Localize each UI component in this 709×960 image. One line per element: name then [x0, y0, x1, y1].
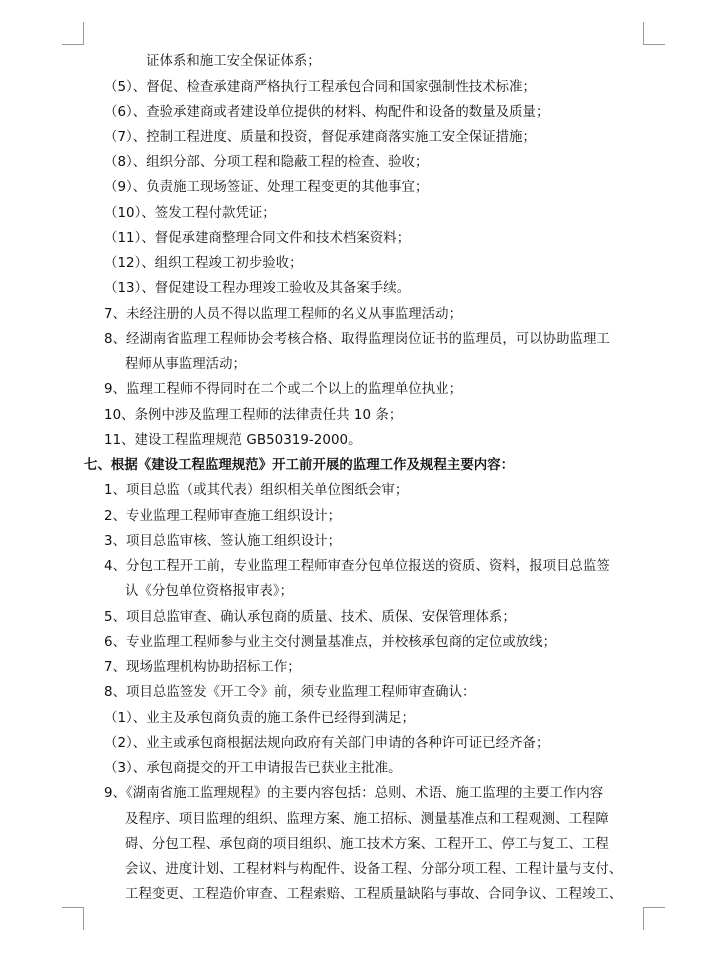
text-line: （11）、督促承建商整理合同文件和技术档案资料； — [104, 231, 411, 246]
crop-mark-top-right-h — [643, 44, 665, 45]
text-line: 程师从事监理活动； — [125, 357, 246, 372]
crop-mark-top-left-h — [62, 44, 84, 45]
text-line: （10）、签发工程付款凭证； — [104, 206, 276, 221]
text-line: 7、现场监理机构协助招标工作； — [104, 660, 301, 675]
text-line: 1、项目总监（或其代表）组织相关单位图纸会审； — [104, 483, 409, 498]
text-line: 会议、进度计划、工程材料与构配件、设备工程、分部分项工程、工程计量与支付、 — [125, 862, 623, 877]
text-line: （5）、督促、检查承建商严格执行工程承包合同和国家强制性技术标准； — [104, 80, 536, 95]
text-line: 4、分包工程开工前，专业监理工程师审查分包单位报送的资质、资料，报项目总监签 — [104, 559, 610, 574]
text-line: 及程序、项目监理的组织、监理方案、施工招标、测量基准点和工程观测、工程障 — [125, 812, 609, 827]
text-line: 9、监理工程师不得同时在二个或二个以上的监理单位执业； — [104, 382, 463, 397]
text-line: （6）、查验承建商或者建设单位提供的材料、构配件和设备的数量及质量； — [104, 105, 550, 120]
crop-mark-bottom-right-h — [643, 907, 665, 908]
text-line: 认《分包单位资格报审表》； — [125, 584, 294, 599]
text-line: 5、项目总监审查、确认承包商的质量、技术、质保、安保管理体系； — [104, 610, 516, 625]
text-line: 6、专业监理工程师参与业主交付测量基准点，并校核承包商的定位或放线； — [104, 635, 557, 650]
crop-mark-bottom-right-v — [643, 907, 644, 930]
text-line: （9）、负责施工现场签证、处理工程变更的其他事宜； — [104, 180, 429, 195]
text-line: 8、项目总监签发《开工令》前，须专业监理工程师审查确认： — [104, 685, 476, 700]
text-line: 7、未经注册的人员不得以监理工程师的名义从事监理活动； — [104, 307, 463, 322]
section-heading: 七、根据《建设工程监理规范》开工前开展的监理工作及规程主要内容： — [84, 458, 515, 473]
crop-mark-bottom-left-h — [62, 907, 84, 908]
crop-mark-bottom-left-v — [83, 907, 84, 930]
text-line: 2、专业监理工程师审查施工组织设计； — [104, 509, 342, 524]
text-line: （8）、组织分部、分项工程和隐蔽工程的检查、验收； — [104, 155, 429, 170]
crop-mark-top-right-v — [643, 22, 644, 45]
text-line: （3）、承包商提交的开工申请报告已获业主批准。 — [104, 761, 402, 776]
text-line: （12）、组织工程竣工初步验收； — [104, 256, 303, 271]
text-line: 碍、分包工程、承包商的项目组织、施工技术方案、工程开工、停工与复工、工程 — [125, 837, 609, 852]
text-line: 工程变更、工程造价审查、工程索赔、工程质量缺陷与事故、合同争议、工程竣工、 — [125, 887, 623, 902]
text-line: 8、经湖南省监理工程师协会考核合格、取得监理岗位证书的监理员，可以协助监理工 — [104, 332, 610, 347]
text-line: （13）、督促建设工程办理竣工验收及其备案手续。 — [104, 281, 411, 296]
text-line: 9、《湖南省施工监理规程》的主要内容包括：总则、术语、施工监理的主要工作内容 — [104, 786, 604, 801]
crop-mark-top-left-v — [83, 22, 84, 45]
text-line: 10、条例中涉及监理工程师的法律责任共 10 条； — [104, 408, 403, 423]
text-line: 3、项目总监审核、签认施工组织设计； — [104, 534, 342, 549]
text-line: 证体系和施工安全保证体系； — [146, 54, 321, 69]
text-line: （1）、业主及承包商负责的施工条件已经得到满足； — [104, 711, 416, 726]
text-line: （7）、控制工程进度、质量和投资，督促承建商落实施工安全保证措施； — [104, 130, 536, 145]
text-line: （2）、业主或承包商根据法规向政府有关部门申请的各种许可证已经齐备； — [104, 736, 550, 751]
text-line: 11、建设工程监理规范 GB50319-2000。 — [104, 433, 362, 448]
